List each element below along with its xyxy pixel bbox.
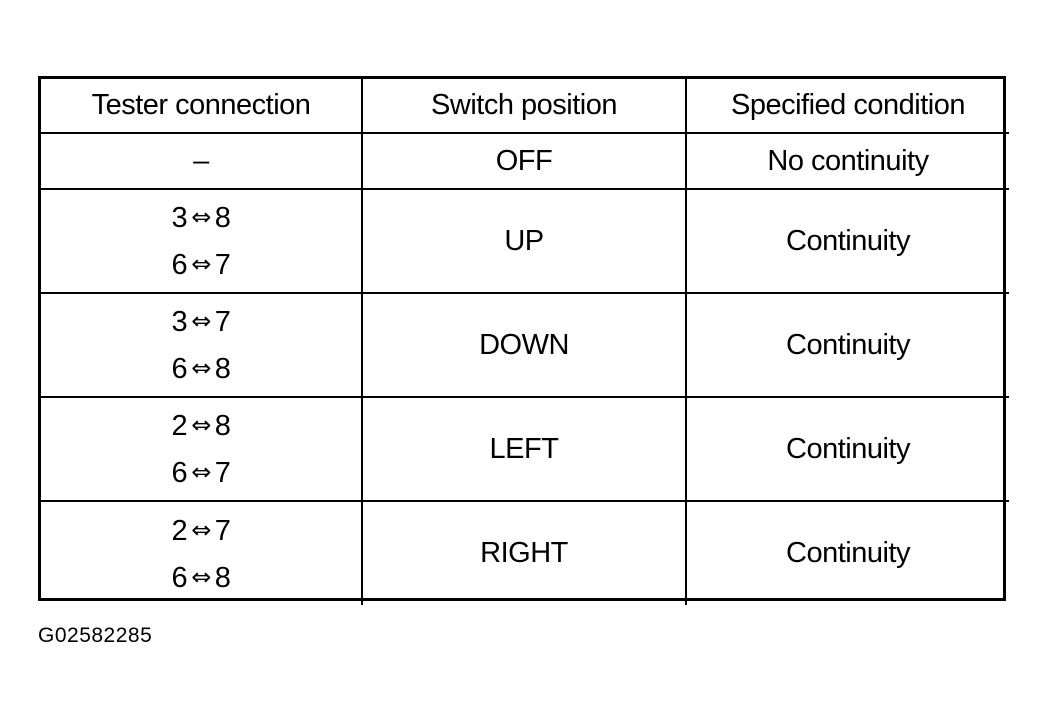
specified-condition-cell: Continuity [686, 501, 1009, 605]
tester-connection-cell [41, 189, 362, 293]
tester-connection-cell [41, 293, 362, 397]
terminal-pair: 2 ⇔ 8 [41, 402, 361, 449]
header-tester-connection: Tester connection [41, 79, 362, 133]
terminal-pair: 2 ⇔ 7 [41, 507, 361, 554]
terminal-pair: 6 ⇔ 8 [41, 345, 361, 392]
specified-condition-cell: No continuity [686, 133, 1009, 189]
switch-position-cell: DOWN [362, 293, 686, 397]
terminal-pair: 3 ⇔ 8 [41, 194, 361, 241]
tester-connection-cell: – [41, 133, 362, 189]
table-header-row [41, 79, 1009, 133]
terminal-pair: 6 ⇔ 8 [41, 554, 361, 601]
double-arrow-icon: ⇔ [191, 250, 211, 278]
switch-position-cell: RIGHT [362, 501, 686, 605]
double-arrow-icon: ⇔ [191, 515, 211, 544]
figure-id: G02582285 [38, 624, 153, 647]
table-grid [41, 79, 1009, 605]
specified-condition-cell: Continuity [686, 397, 1009, 501]
switch-position-cell: OFF [362, 133, 686, 189]
double-arrow-icon: ⇔ [191, 203, 211, 231]
table-row [41, 501, 1009, 605]
header-switch-position: Switch position [362, 79, 686, 133]
double-arrow-icon: ⇔ [191, 307, 211, 335]
header-specified-condition: Specified condition [686, 79, 1009, 133]
table-row [41, 397, 1009, 501]
specified-condition-cell: Continuity [686, 189, 1009, 293]
table-row [41, 133, 1009, 189]
terminal-pair: 6 ⇔ 7 [41, 241, 361, 288]
tester-connection-cell [41, 501, 362, 605]
double-arrow-icon: ⇔ [191, 562, 211, 591]
switch-position-cell: UP [362, 189, 686, 293]
continuity-table [38, 76, 1006, 601]
table-row [41, 189, 1009, 293]
terminal-pair: 3 ⇔ 7 [41, 298, 361, 345]
specified-condition-cell: Continuity [686, 293, 1009, 397]
double-arrow-icon: ⇔ [191, 458, 211, 486]
switch-position-cell: LEFT [362, 397, 686, 501]
terminal-pair: 6 ⇔ 7 [41, 449, 361, 496]
tester-connection-cell [41, 397, 362, 501]
table-row [41, 293, 1009, 397]
double-arrow-icon: ⇔ [191, 354, 211, 382]
double-arrow-icon: ⇔ [191, 411, 211, 439]
